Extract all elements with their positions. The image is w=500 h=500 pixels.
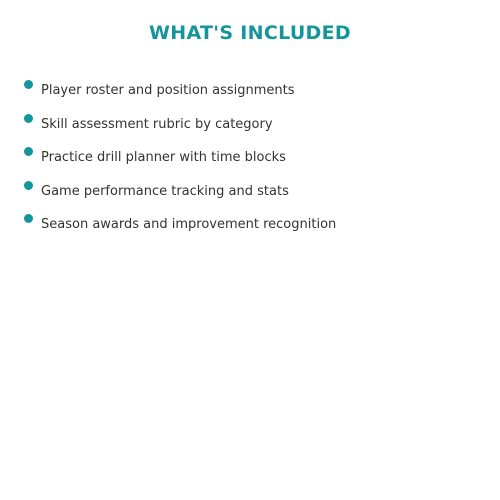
- bullet-dot-icon: [24, 114, 33, 123]
- list-item-label: Game performance tracking and stats: [41, 183, 289, 199]
- feature-list: [24, 77, 484, 245]
- list-item-label: Season awards and improvement recognition: [41, 217, 337, 232]
- list-item-label: Practice drill planner with time blocks: [41, 150, 286, 165]
- list-item: [24, 211, 484, 245]
- list-item: [24, 111, 484, 145]
- bullet-dot-icon: [24, 80, 33, 89]
- section-heading: WHAT'S INCLUDED: [149, 22, 351, 44]
- bullet-dot-icon: [24, 147, 33, 156]
- bullet-dot-icon: [24, 214, 33, 223]
- list-item-label: Player roster and position assignments: [41, 83, 295, 98]
- list-item-label: Skill assessment rubric by category: [41, 116, 273, 132]
- list-item: [24, 144, 484, 178]
- list-item: [24, 77, 484, 111]
- bullet-dot-icon: [24, 181, 33, 190]
- list-item: [24, 178, 484, 212]
